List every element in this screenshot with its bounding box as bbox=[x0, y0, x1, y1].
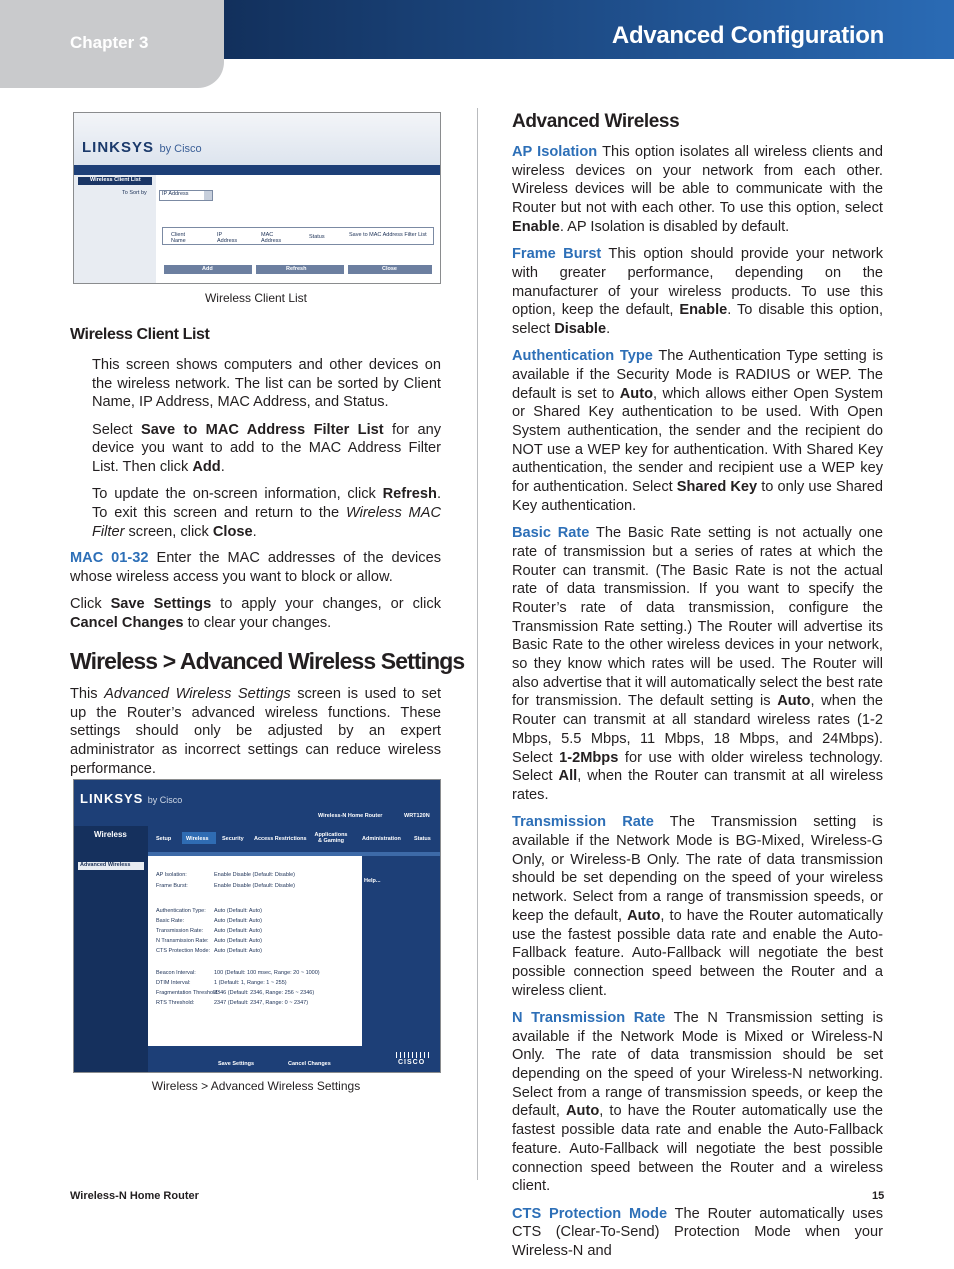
paragraph: N Transmission Rate The N Transmission setting is available if the Network Mode is Mixed or Wireless-N Only. The rate of data transmission should be set depending on the speed of your Wireless-N networking. Select from a range of transmission speeds, or keep the default, Auto, to have the Router automatically use the fastest possible data rate and enable the Auto-Fallback feature. Auto-Fallback will negotiate the best possible connection speed between the Router and a wireless client. bbox=[512, 1009, 883, 1195]
save-settings-button[interactable]: Save Settings bbox=[218, 1061, 255, 1067]
col-status: Status bbox=[309, 234, 325, 240]
setting-value[interactable]: Enable Disable (Default: Disable) bbox=[214, 872, 296, 878]
client-list-description bbox=[92, 356, 441, 550]
setting-value[interactable]: Auto (Default: Auto) bbox=[214, 908, 262, 914]
cancel-changes-button[interactable]: Cancel Changes bbox=[288, 1061, 331, 1067]
setting-label: Transmission Rate: bbox=[156, 928, 204, 934]
refresh-button[interactable]: Refresh bbox=[256, 265, 344, 274]
figure-wireless-client-list bbox=[73, 112, 441, 284]
setting-value[interactable]: 2347 (Default: 2347, Range: 0 ~ 2347) bbox=[214, 1000, 309, 1006]
setting-value[interactable]: Enable Disable (Default: Disable) bbox=[214, 883, 296, 889]
term-transmission-rate: Transmission Rate bbox=[512, 814, 654, 831]
figure2-caption: Wireless > Advanced Wireless Settings bbox=[151, 1079, 361, 1093]
col-save-filter: Save to MAC Address Filter List bbox=[349, 232, 427, 238]
page-title: Advanced Configuration bbox=[611, 22, 884, 49]
paragraph: AP Isolation This option isolates all wireless clients and wireless devices on your network from each other. Wireless devices will be able to communicate with the Router but not with each other. To use this option, select Enable. AP Isolation is disabled by default. bbox=[512, 144, 883, 235]
linksys-logo: LINKSYS by Cisco bbox=[82, 139, 202, 156]
setting-label: Fragmentation Threshold: bbox=[156, 990, 219, 996]
figure1-caption: Wireless Client List bbox=[204, 291, 308, 305]
product-name: Wireless-N Home Router bbox=[318, 813, 383, 819]
sort-label: To Sort by bbox=[122, 190, 147, 196]
cisco-logo-icon: CISCO bbox=[396, 1050, 430, 1070]
section-title-bar bbox=[78, 862, 144, 870]
help-link[interactable]: Help... bbox=[364, 878, 381, 884]
paragraph: MAC 01-32 Enter the MAC addresses of the devices whose wireless access you want to block or allow. bbox=[70, 550, 441, 585]
paragraph: Transmission Rate The Transmission setting is available if the Network Mode is BG-Mixed, Wireless-G Only, or Wireless-B Only. The rate of data transmission should be set depending on the speed of your wireless network. Select from a range of transmission speeds, or keep the default, Auto, to have the Router automatically use the fastest possible data rate and enable the Auto-Fallback feature. Auto-Fallback will negotiate the best possible connection speed between the Router and a wireless client. bbox=[512, 814, 884, 999]
term-basic-rate: Basic Rate bbox=[512, 525, 590, 542]
chevron-down-icon bbox=[204, 191, 212, 200]
setting-label: CTS Protection Mode: bbox=[156, 948, 211, 954]
paragraph: This Advanced Wireless Settings screen is used to set up the Router’s advanced wireless functions. These settings should only be adjusted by an expert administrator as incorrect settings can reduce wireless performance. bbox=[70, 686, 442, 777]
setting-label: AP Isolation: bbox=[156, 872, 187, 878]
setting-value[interactable]: Auto (Default: Auto) bbox=[214, 928, 262, 934]
tab-access-restrictions[interactable]: Access Restrictions bbox=[254, 836, 307, 842]
linksys-header bbox=[74, 780, 440, 826]
add-button[interactable]: Add bbox=[164, 265, 252, 274]
setting-label: Frame Burst: bbox=[156, 883, 188, 889]
paragraph: Click Save Settings to apply your changes, or click Cancel Changes to clear your changes. bbox=[70, 596, 441, 631]
paragraph: CTS Protection Mode The Router automatically uses CTS (Clear-To-Send) Protection Mode when your Wireless-N and bbox=[512, 1205, 883, 1259]
linksys-logo: LINKSYS by Cisco bbox=[80, 791, 183, 806]
tab-administration[interactable]: Administration bbox=[362, 836, 401, 842]
sort-value: IP Address bbox=[162, 191, 189, 197]
linksys-header bbox=[74, 113, 440, 165]
client-table-header bbox=[162, 227, 434, 245]
section-title: Advanced Wireless bbox=[80, 862, 131, 868]
tab-wireless[interactable]: Wireless bbox=[182, 832, 216, 844]
setting-value[interactable]: Auto (Default: Auto) bbox=[214, 918, 262, 924]
tab-status[interactable]: Status bbox=[414, 836, 431, 842]
col-ip-address: IP Address bbox=[217, 232, 238, 244]
footer-product: Wireless-N Home Router bbox=[70, 1190, 199, 1202]
paragraph: Select Save to MAC Address Filter List for any device you want to add to the MAC Address Filter List. Then click Add. bbox=[92, 421, 441, 476]
help-panel bbox=[362, 856, 440, 1046]
term-mac: MAC 01-32 bbox=[70, 550, 149, 566]
column-divider bbox=[477, 108, 478, 1180]
paragraph: Basic Rate The Basic Rate setting is not actually one rate of transmission but a series of rates at which the Router can transmit. (The Basic Rate is not the actual rate of data transmission. If you want to specify the Router’s rate of data transmission, configure the Transmission Rate setting.) The Router will advertise its Basic Rate to the other wireless devices in your network, so they know which rates will be used. The Router will also advertise that it will automatically select the best rate for transmission. The default setting is Auto, when the Router can transmit at all standard wireless rates (1-2 Mbps, 5.5 Mbps, 11 Mbps, 18 Mbps, and 24Mbps). Select 1-2Mbps for use with older wireless technology. Select All, when the Router can transmit at all wireless rates. bbox=[512, 525, 884, 803]
side-title: Wireless bbox=[94, 830, 127, 839]
section-heading: Wireless > Advanced Wireless Settings bbox=[70, 648, 465, 674]
setting-label: Basic Rate: bbox=[156, 918, 185, 924]
section-title-bar bbox=[78, 177, 152, 185]
paragraph: Authentication Type The Authentication Type setting is available if the Security Mode is RADIUS or WEP. The default is set to Auto, which allows either Open System or Shared Key authentication to be used. With Open System authentication, the sender and the recipient do NOT use a WEP key for authentication. With Shared Key authentication, the sender and recipient use a WEP key for authentication. Select Shared Key to only use Shared Key authentication. bbox=[512, 348, 883, 514]
tab-applications-gaming[interactable]: Applications & Gaming bbox=[314, 832, 348, 844]
mac-description bbox=[70, 549, 441, 641]
paragraph: This screen shows computers and other devices on the wireless network. The list can be sorted by Client Name, IP Address, MAC Address, and Status. bbox=[92, 357, 441, 411]
setting-label: RTS Threshold: bbox=[156, 1000, 195, 1006]
setting-label: N Transmission Rate: bbox=[156, 938, 209, 944]
model-name: WRT120N bbox=[404, 813, 430, 819]
chapter-label: Chapter 3 bbox=[70, 33, 149, 52]
nav-tabs bbox=[148, 826, 440, 852]
subhead-wireless-client-list: Wireless Client List bbox=[70, 326, 210, 343]
setting-value[interactable]: Auto (Default: Auto) bbox=[214, 948, 262, 954]
col-client-name: Client Name bbox=[171, 232, 186, 244]
advanced-wireless-intro bbox=[70, 685, 441, 787]
setting-value[interactable]: 100 (Default: 100 msec, Range: 20 ~ 1000) bbox=[214, 970, 320, 976]
settings-body bbox=[148, 856, 362, 1046]
paragraph: To update the on-screen information, click Refresh. To exit this screen and return to the Wireless MAC Filter screen, click Close. bbox=[92, 486, 441, 540]
setting-label: Beacon Interval: bbox=[156, 970, 196, 976]
term-ap-isolation: AP Isolation bbox=[512, 144, 598, 160]
term-authentication-type: Authentication Type bbox=[512, 348, 653, 365]
tab-setup[interactable]: Setup bbox=[156, 836, 172, 842]
figure-advanced-wireless-settings bbox=[73, 779, 441, 1073]
term-cts-protection-mode: CTS Protection Mode bbox=[512, 1205, 668, 1222]
setting-label: Authentication Type: bbox=[156, 908, 206, 914]
setting-value[interactable]: Auto (Default: Auto) bbox=[214, 938, 262, 944]
term-frame-burst: Frame Burst bbox=[512, 246, 602, 263]
footer-bar bbox=[148, 1046, 440, 1072]
term-n-transmission-rate: N Transmission Rate bbox=[512, 1009, 666, 1026]
subhead-advanced-wireless: Advanced Wireless bbox=[512, 111, 680, 132]
close-button[interactable]: Close bbox=[348, 265, 432, 274]
setting-value[interactable]: 1 (Default: 1, Range: 1 ~ 255) bbox=[214, 980, 287, 986]
blue-band bbox=[74, 165, 440, 175]
setting-label: DTIM Interval: bbox=[156, 980, 191, 986]
section-title: Wireless Client List bbox=[90, 177, 141, 183]
tab-security[interactable]: Security bbox=[222, 836, 244, 842]
paragraph: Frame Burst This option should provide your network with greater performance, depending on the manufacturer of your wireless products. To use this option, keep the default, Enable. To disable this option, select Disable. bbox=[512, 246, 883, 337]
page-number: 15 bbox=[872, 1190, 885, 1202]
col-mac-address: MAC Address bbox=[261, 232, 282, 244]
advanced-wireless-options bbox=[512, 143, 883, 1269]
setting-value[interactable]: 2346 (Default: 2346, Range: 256 ~ 2346) bbox=[214, 990, 315, 996]
title-bar bbox=[224, 0, 954, 59]
sort-select[interactable] bbox=[159, 190, 213, 201]
